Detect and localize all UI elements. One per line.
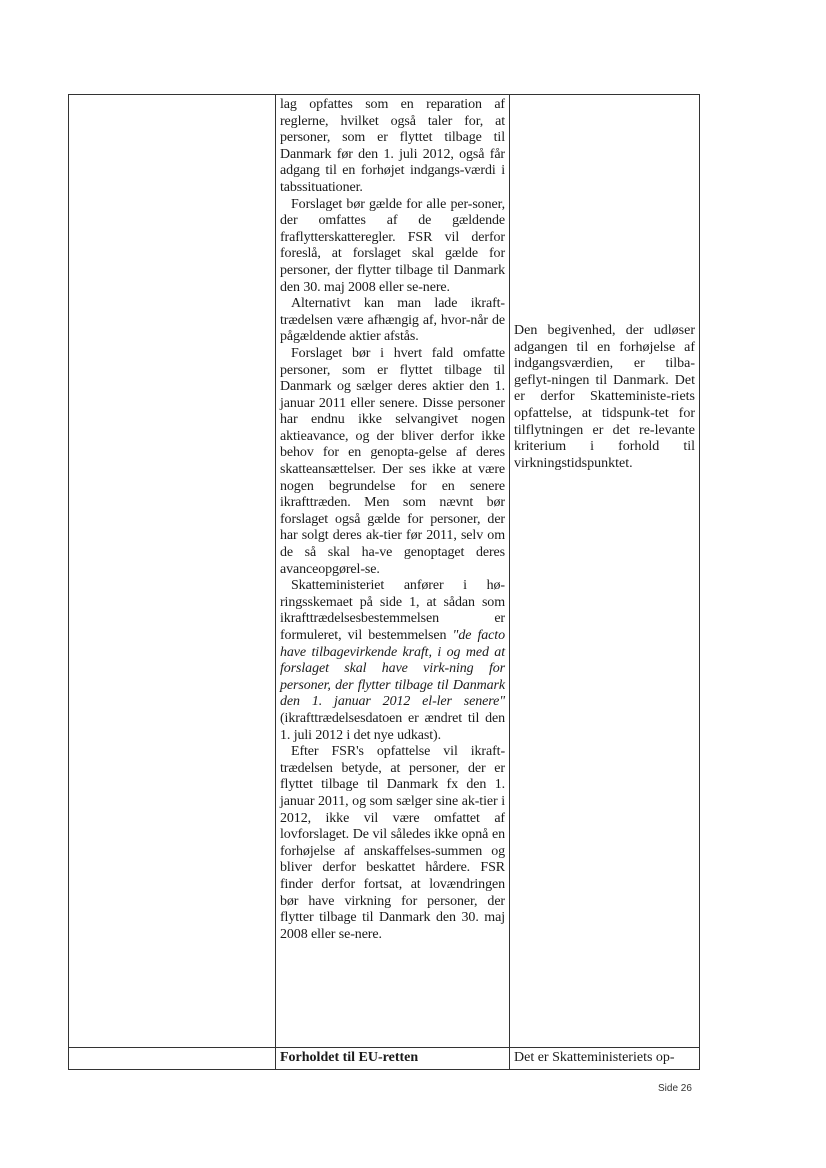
comment-cell (276, 95, 510, 1048)
quoted-text: "de facto have tilbagevirkende kraft, i og med at forslaget skal have virk-ning for personer, der flytter tilbage til Danmark den 1. januar 2012 el-ler senere" (280, 628, 505, 710)
ministry-response-text: Den begivenhed, der udløser adgangen til en forhøjelse af indgangsværdien, er tilba-geflyt-ningen til Danmark. Det er derfor Skatteministe-riets opfattelse, at tidspunk-tet for tilflytningen er det re-levante kriterium i forhold til virkningstidspunktet. (514, 323, 695, 471)
comment-paragraph-1: lag opfattes som en reparation af reglerne, hvilket også taler for, at personer, som er flyttet tilbage til Danmark før den 1. juli 2012, også får adgang til en forhøjet indgangs-værdi i tabssituationer. (280, 97, 505, 195)
hearing-response-table (68, 94, 700, 1070)
section-heading: Forholdet til EU-retten (280, 1050, 419, 1065)
quote-intro: Skatteministeriet anfører i hø-ringsskemaet på side 1, at sådan som ikrafttrædelsesbestemmelsen er formuleret, vil bestemmelsen (280, 578, 505, 643)
ministry-response-text: Det er Skatteministeriets op- (514, 1050, 675, 1065)
quote-outro: (ikrafttrædelsesdatoen er ændret til den 1. juli 2012 i det nye udkast). (280, 710, 505, 743)
comment-paragraph-4: Forslaget bør i hvert fald omfatte personer, som er flyttet tilbage til Danmark og sælger deres aktier den 1. januar 2011 eller senere. Disse personer har endnu ikke selvangivet nogen aktieavance, og der bliver derfor ikke behov for en genopta-gelse af deres skatteansættelser. Der ses ikke at være nogen begrundelse for en senere ikrafttræden. Men som nævnt bør forslaget også gælde for personer, der har solgt deres ak-tier før 2011, selv om de så skal ha-ve genoptaget deres avanceopgørel-se. (280, 345, 505, 577)
section-heading-cell (276, 1048, 510, 1070)
comment-paragraph-2: Forslaget bør gælde for alle per-soner, der omfattes af de gældende fraflytterskatteregler. FSR vil derfor foreslå, at forslaget skal gælde for personer, der flytter tilbage til Danmark den 30. maj 2008 eller se-nere. (280, 196, 505, 295)
page-number: Side 26 (658, 1083, 692, 1094)
comment-paragraph-6: Efter FSR's opfattelse vil ikraft-trædelsen betyde, at personer, der er flyttet tilbage til Danmark fx den 1. januar 2011, og som sælger sine ak-tier i 2012, ikke vil være omfattet af lovforslaget. De vil således ikke opnå en forhøjelse af anskaffelses-summen og bliver derfor beskattet hårdere. FSR finder derfor fortsat, at lovændringen bør have virkning for personer, der flytter tilbage til Danmark den 30. maj 2008 eller se-nere. (280, 744, 505, 942)
table-row (69, 95, 700, 1048)
comment-paragraph-5 (280, 578, 505, 744)
table-row (69, 1048, 700, 1070)
topic-cell (69, 95, 276, 1048)
ministry-response-cell (510, 95, 700, 1048)
ministry-response-cell (510, 1048, 700, 1070)
topic-cell (69, 1048, 276, 1070)
comment-paragraph-3: Alternativt kan man lade ikraft-trædelsen være afhængig af, hvor-når de pågældende aktier afstås. (280, 296, 505, 345)
